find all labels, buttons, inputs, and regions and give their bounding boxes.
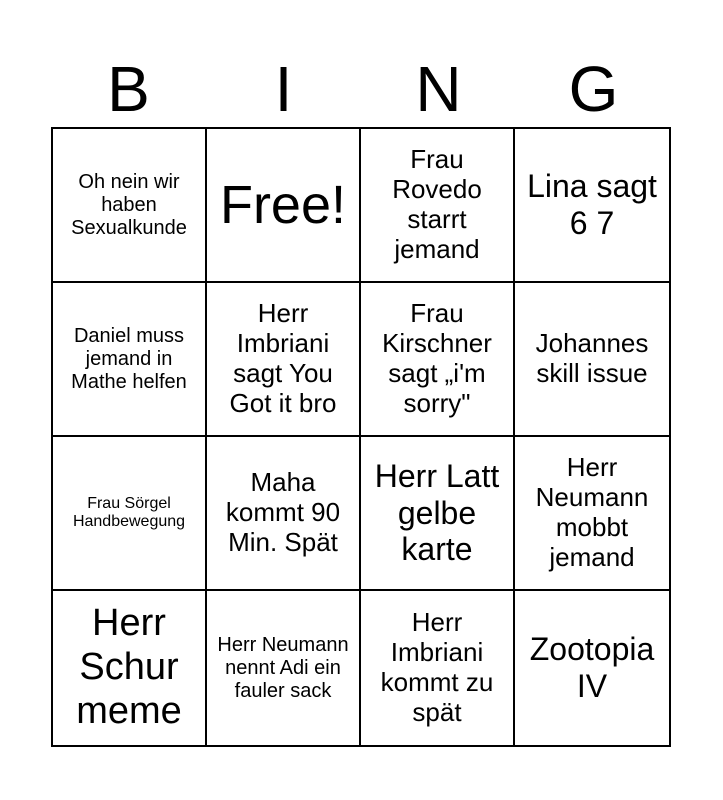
bingo-header — [51, 50, 671, 128]
bingo-cell-r2c1[interactable]: Daniel muss jemand in Mathe helfen — [53, 283, 207, 437]
bingo-cell-r2c2[interactable]: Herr Imbriani sagt You Got it bro — [207, 283, 361, 437]
bingo-cell-r3c3[interactable]: Herr Latt gelbe karte — [361, 437, 515, 591]
bingo-cell-r1c4[interactable]: Lina sagt 6 7 — [515, 129, 669, 283]
bingo-board — [51, 127, 671, 747]
header-letter-g: G — [568, 53, 619, 125]
bingo-cell-r2c4[interactable]: Johannes skill issue — [515, 283, 669, 437]
bingo-cell-r3c1[interactable]: Frau Sörgel Handbewegung — [53, 437, 207, 591]
bingo-cell-r1c1[interactable]: Oh nein wir haben Sexualkunde — [53, 129, 207, 283]
bingo-cell-r1c3[interactable]: Frau Rovedo starrt jemand — [361, 129, 515, 283]
header-letter-n: N — [415, 53, 462, 125]
header-letter-i: I — [274, 53, 293, 125]
bingo-cell-r4c4[interactable]: Zootopia IV — [529, 631, 655, 704]
bingo-cell-r4c2[interactable]: Herr Neumann nennt Adi ein fauler sack — [207, 591, 361, 745]
bingo-cell-r4c1[interactable]: Herr Schur meme — [53, 591, 207, 745]
bingo-cell-r3c4[interactable]: Herr Neumann mobbt jemand — [515, 437, 669, 591]
bingo-cell-free[interactable]: Free! — [207, 129, 361, 283]
header-letter-b: B — [107, 53, 150, 125]
bingo-cell-r2c3[interactable]: Frau Kirschner sagt „i'm sorry" — [361, 283, 515, 437]
bingo-cell-r4c3[interactable]: Herr Imbriani kommt zu spät — [361, 591, 515, 745]
bingo-cell-r3c2[interactable]: Maha kommt 90 Min. Spät — [207, 437, 361, 591]
